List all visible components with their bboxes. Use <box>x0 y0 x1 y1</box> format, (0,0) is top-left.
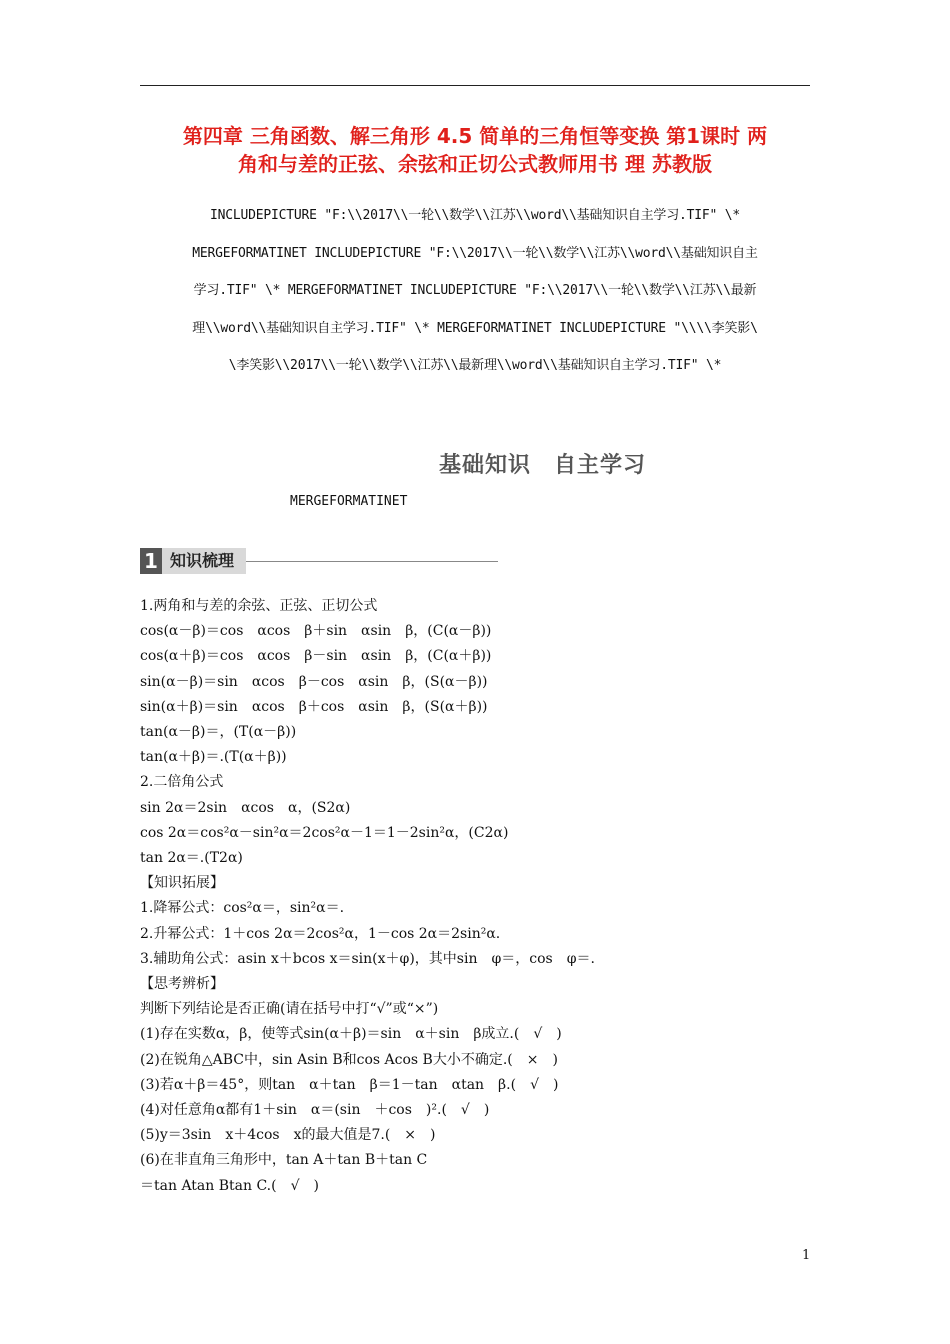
formula-line: tan(α＋β)＝.(T(α＋β)) <box>140 749 287 766</box>
formula-line: tan(α－β)＝，(T(α－β)) <box>140 724 297 741</box>
formula-line: sin 2α＝2sin αcos α，(S2α) <box>140 799 351 816</box>
text-line: 判断下列结论是否正确(请在括号中打“√”或“×”) <box>140 1001 439 1018</box>
include-line: 理\\word\\基础知识自主学习.TIF" \* MERGEFORMATINET INCLUDEPICTURE "\\\\李笑影\ <box>192 320 758 336</box>
formula-line: sin(α－β)＝sin αcos β－cos αsin β，(S(α－β)) <box>140 673 488 690</box>
include-line: MERGEFORMATINET INCLUDEPICTURE "F:\\2017\\一轮\\数学\\江苏\\word\\基础知识自主 <box>192 245 758 261</box>
knowledge-section-header <box>140 548 498 574</box>
section-heading: 基础知识 自主学习 <box>438 453 646 478</box>
includepicture-field-codes <box>140 197 810 385</box>
text-line: 2.升幂公式：1＋cos 2α＝2cos²α，1－cos 2α＝2sin²α. <box>140 925 501 942</box>
exercise-item: (1)存在实数α，β，使等式sin(α＋β)＝sin α＋sin β成立.( √ ) <box>140 1026 562 1043</box>
section-label: 知识梳理 <box>162 548 246 574</box>
formula-line: cos(α＋β)＝cos αcos β－sin αsin β，(C(α＋β)) <box>140 648 492 665</box>
formula-line: cos(α－β)＝cos αcos β＋sin αsin β，(C(α－β)) <box>140 623 492 640</box>
document-title <box>140 122 810 178</box>
title-line-1: 第四章 三角函数、解三角形 4.5 简单的三角恒等变换 第1课时 两 <box>182 124 768 148</box>
include-line: 学习.TIF" \* MERGEFORMATINET INCLUDEPICTURE "F:\\2017\\一轮\\数学\\江苏\\最新 <box>193 283 757 298</box>
exercise-item: ＝tan Atan Btan C.( √ ) <box>140 1177 319 1194</box>
exercise-item: (5)y＝3sin x＋4cos x的最大值是7.( × ) <box>140 1127 436 1144</box>
page-number: 1 <box>802 1248 811 1263</box>
exercise-item: (2)在锐角△ABC中，sin Asin B和cos Acos B大小不确定.( × ) <box>140 1051 558 1068</box>
section-rule <box>246 561 498 562</box>
content-body <box>140 594 810 1199</box>
exercise-item: (4)对任意角α都有1＋sin α＝(sin ＋cos )².( √ ) <box>140 1102 490 1119</box>
section-number: 1 <box>140 548 162 574</box>
text-line: 1.降幂公式：cos²α＝，sin²α＝. <box>140 900 345 917</box>
exercise-item: (6)在非直角三角形中，tan A＋tan B＋tan C <box>140 1152 428 1169</box>
text-line: 2.二倍角公式 <box>140 774 224 791</box>
include-line: \李笑影\\2017\\一轮\\数学\\江苏\\最新理\\word\\基础知识自主学习.TIF" \* <box>228 358 722 373</box>
subheading: 【思考辨析】 <box>140 976 224 993</box>
formula-line: sin(α＋β)＝sin αcos β＋cos αsin β，(S(α＋β)) <box>140 698 488 715</box>
text-line: 3.辅助角公式：asin x＋bcos x＝sin(x＋φ)，其中sin φ＝，cos φ＝. <box>140 950 595 967</box>
include-line: INCLUDEPICTURE "F:\\2017\\一轮\\数学\\江苏\\word\\基础知识自主学习.TIF" \* <box>209 208 741 223</box>
text-line: 1.两角和与差的余弦、正弦、正切公式 <box>140 598 378 614</box>
exercise-item: (3)若α＋β＝45°，则tan α＋tan β＝1－tan αtan β.( √ ) <box>140 1076 559 1093</box>
title-line-2: 角和与差的正弦、余弦和正切公式教师用书 理 苏教版 <box>238 152 712 176</box>
top-rule <box>140 85 810 86</box>
formula-line: cos 2α＝cos²α－sin²α＝2cos²α－1＝1－2sin²α，(C2α) <box>140 824 509 841</box>
merge-format-text: MERGEFORMATINET <box>290 494 408 509</box>
subheading: 【知识拓展】 <box>140 875 224 892</box>
formula-line: tan 2α＝.(T2α) <box>140 850 243 867</box>
